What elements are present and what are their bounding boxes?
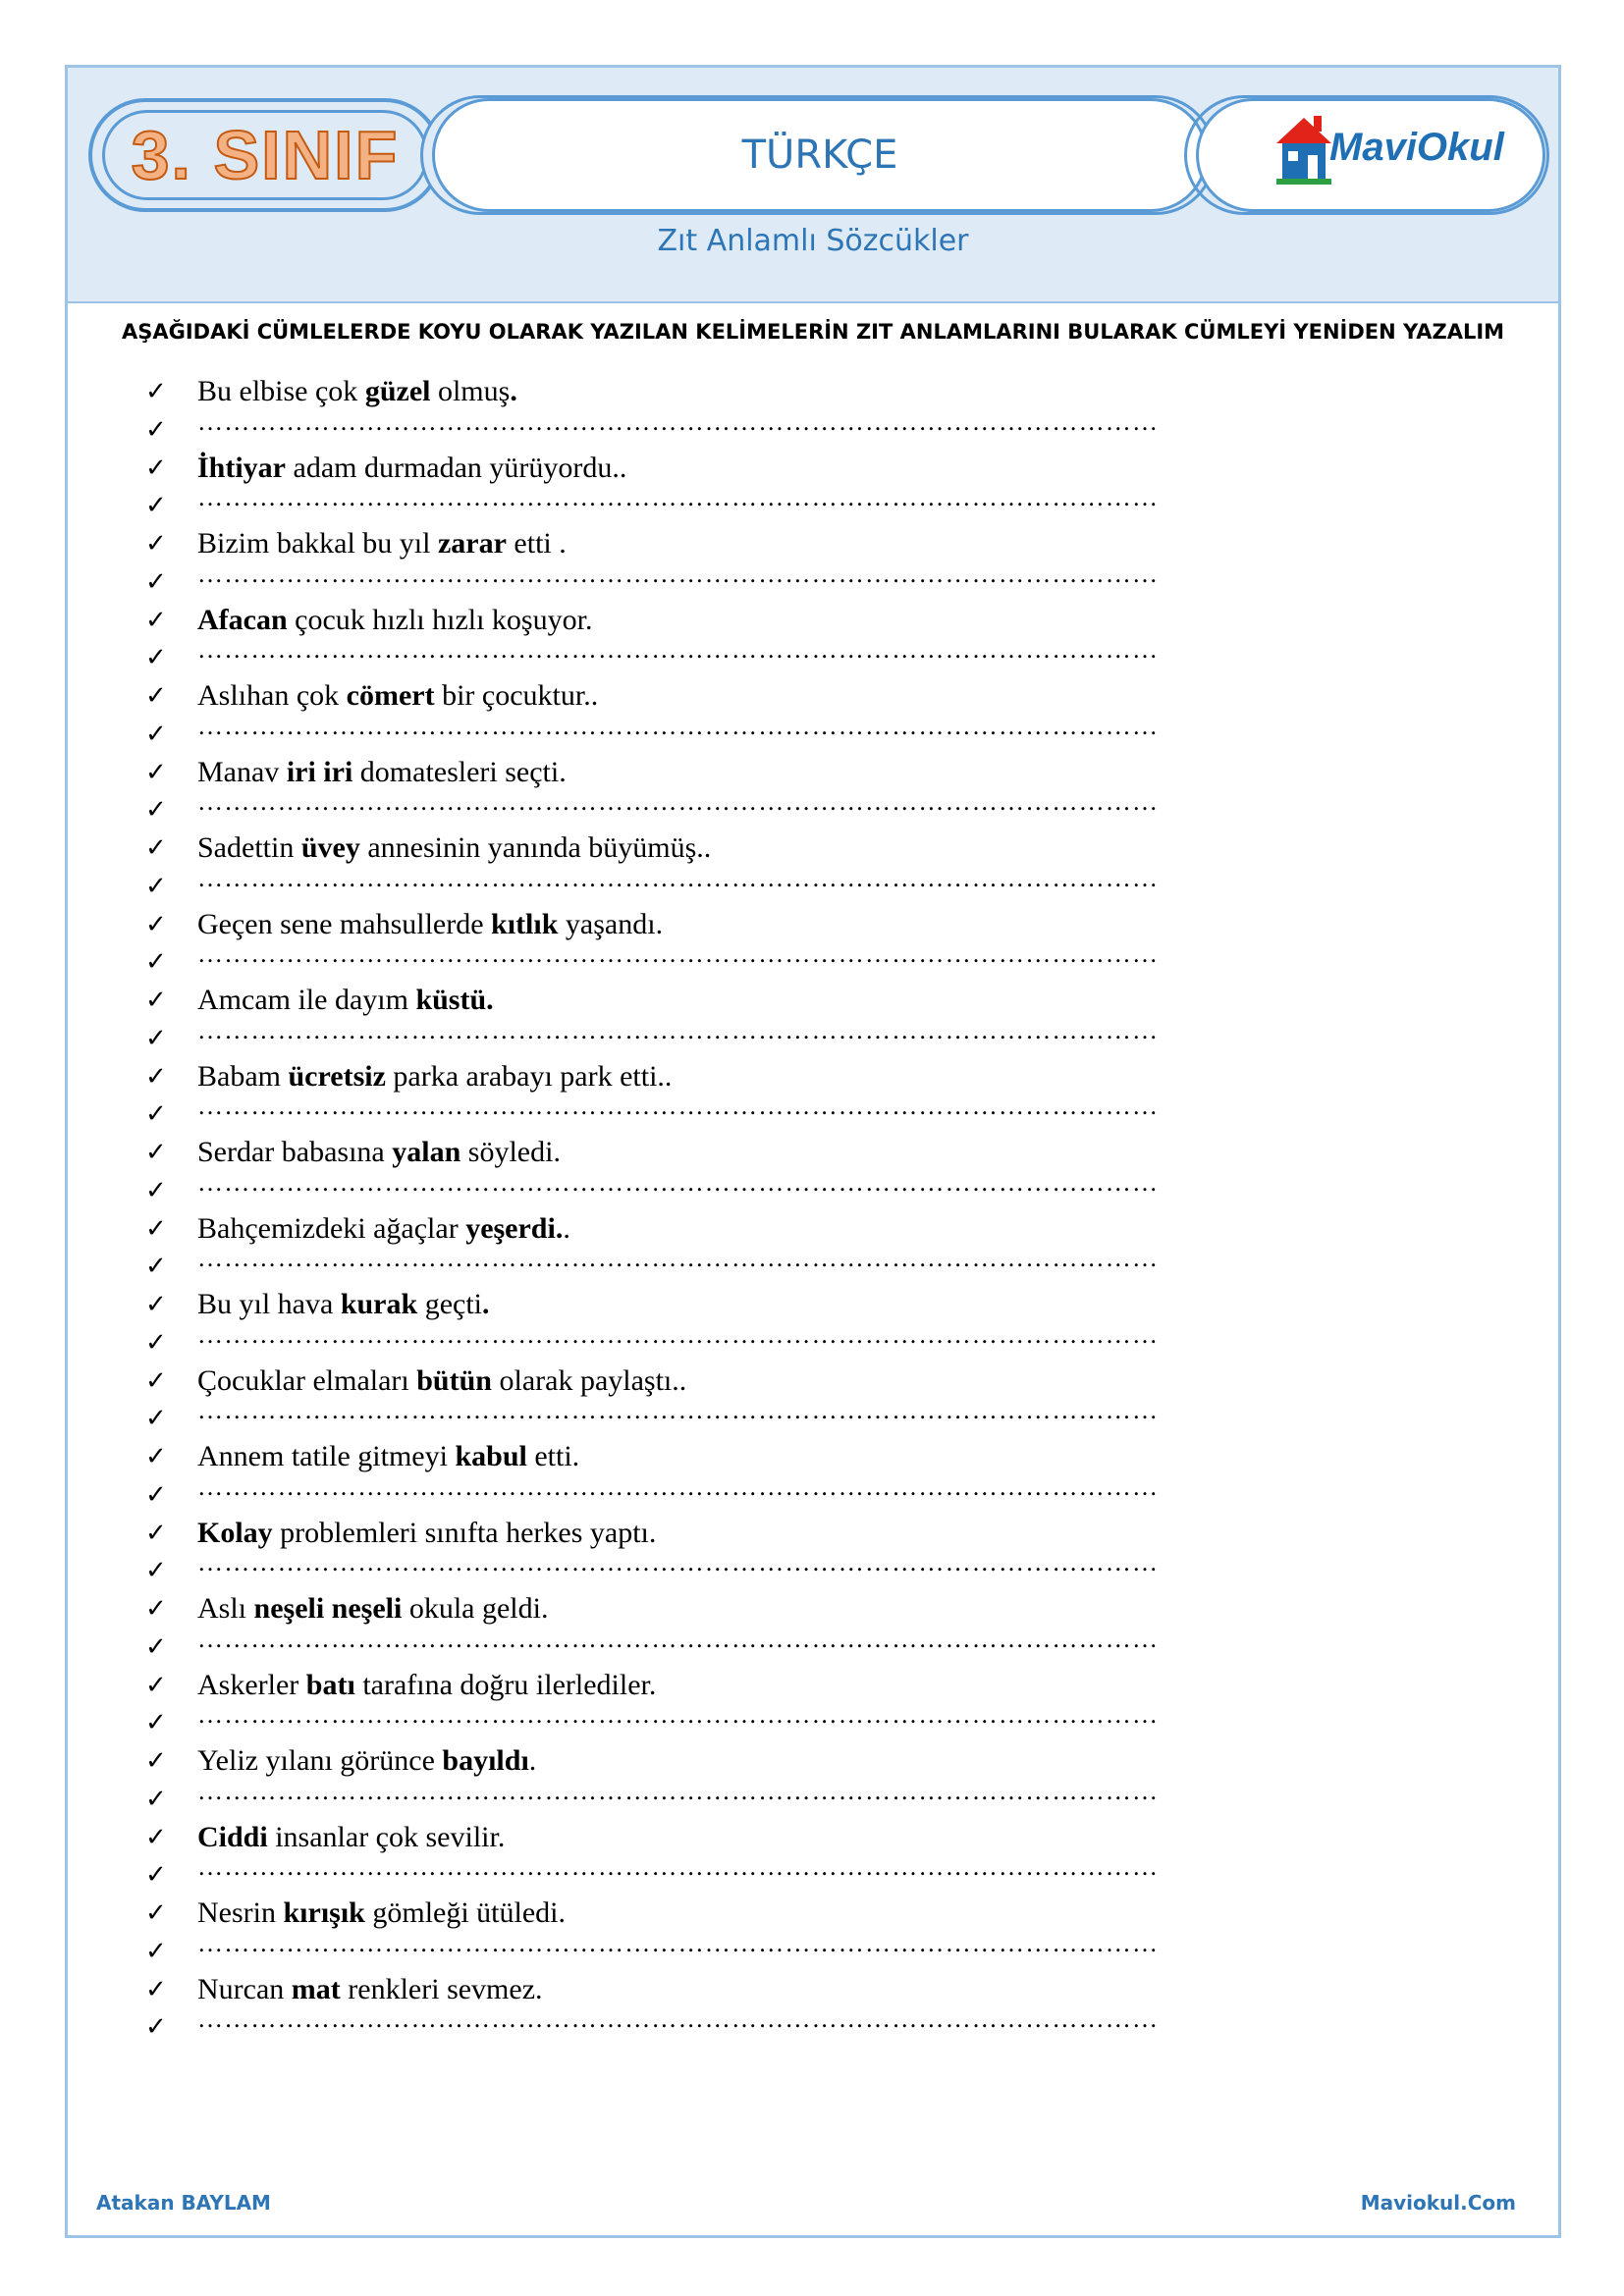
sentence-prefix: Amcam ile dayım — [197, 984, 416, 1016]
check-icon: ✓ — [145, 1936, 167, 1966]
bold-word: bütün — [416, 1363, 492, 1397]
check-icon: ✓ — [145, 1822, 167, 1852]
sentence-prefix: Aslı — [197, 1592, 254, 1625]
check-icon: ✓ — [145, 1327, 167, 1358]
answer-line[interactable]: ……………………………………………………………………………………………… — [197, 1015, 1160, 1044]
answer-line[interactable]: ……………………………………………………………………………………………… — [197, 1471, 1160, 1501]
answer-row — [145, 711, 1363, 754]
check-icon: ✓ — [145, 1252, 167, 1282]
answer-row — [145, 1776, 1363, 1819]
answer-line[interactable]: ……………………………………………………………………………………………… — [197, 559, 1160, 588]
sentence-suffix: olarak paylaştı.. — [491, 1363, 687, 1397]
check-icon: ✓ — [145, 1023, 167, 1053]
answer-row — [145, 483, 1363, 525]
sentence-suffix: annesinin yanında büyümüş.. — [359, 831, 712, 864]
answer-line[interactable]: ……………………………………………………………………………………………… — [197, 1167, 1160, 1197]
answer-row — [145, 787, 1363, 829]
check-icon: ✓ — [145, 757, 167, 787]
sentence-suffix: yaşandı. — [558, 907, 664, 940]
answer-row — [145, 1396, 1363, 1438]
bold-word: kurak — [340, 1288, 418, 1320]
check-icon: ✓ — [145, 681, 167, 711]
chimney-icon — [1314, 116, 1322, 132]
answer-row — [145, 1244, 1363, 1286]
sentence-suffix: tarafına doğru ilerlediler. — [354, 1668, 657, 1701]
check-icon: ✓ — [145, 1479, 167, 1510]
check-icon: ✓ — [145, 947, 167, 978]
sentence-prefix: Nesrin — [197, 1896, 284, 1929]
sentence-suffix: . — [563, 1211, 570, 1245]
sentence-prefix: Manav — [197, 755, 287, 788]
exercise-list — [145, 373, 1363, 2047]
check-icon: ✓ — [145, 1556, 167, 1586]
sentence-suffix: . — [528, 1744, 537, 1777]
sentence-prefix: Bu yıl hava — [197, 1288, 341, 1320]
answer-line[interactable]: ……………………………………………………………………………………………… — [197, 787, 1160, 817]
bold-word: güzel — [364, 375, 431, 407]
check-icon: ✓ — [145, 909, 167, 939]
answer-row — [145, 1928, 1363, 1971]
house-window-icon — [1288, 151, 1298, 161]
answer-line[interactable]: ……………………………………………………………………………………………… — [197, 1776, 1160, 1805]
check-icon: ✓ — [145, 986, 167, 1015]
answer-line[interactable]: ……………………………………………………………………………………………… — [197, 635, 1160, 665]
sentence-prefix: Çocuklar elmaları — [197, 1363, 417, 1397]
bold-word: yeşerdi. — [465, 1211, 564, 1245]
answer-line[interactable]: ……………………………………………………………………………………………… — [197, 1092, 1160, 1121]
bold-word: üvey — [300, 831, 360, 864]
grade-label: 3. SINIF — [131, 117, 400, 193]
house-roof-icon — [1276, 118, 1331, 143]
answer-row — [145, 1167, 1363, 1210]
bold-word: kıtlık — [491, 907, 559, 940]
check-icon: ✓ — [145, 414, 167, 445]
footer-author: Atakan BAYLAM — [96, 2191, 271, 2215]
bold-word: kabul — [455, 1440, 527, 1472]
check-icon: ✓ — [145, 453, 167, 483]
check-icon: ✓ — [145, 1860, 167, 1891]
answer-line[interactable]: ……………………………………………………………………………………………… — [197, 1624, 1160, 1653]
answer-line[interactable]: ……………………………………………………………………………………………… — [197, 483, 1160, 512]
bold-word: bayıldı — [442, 1744, 529, 1777]
sentence-prefix: Yeliz yılanı görünce — [197, 1744, 443, 1777]
check-icon: ✓ — [145, 1213, 167, 1244]
sentence-suffix: söyledi. — [460, 1136, 561, 1168]
sentence-suffix: etti. — [526, 1440, 580, 1472]
sentence-suffix: etti . — [506, 527, 567, 560]
sentence-prefix: Askerler — [197, 1668, 306, 1701]
answer-row — [145, 1471, 1363, 1515]
check-icon: ✓ — [145, 529, 167, 559]
topic-subtitle: Zıt Anlamlı Sözcükler — [657, 224, 969, 258]
answer-row — [145, 1092, 1363, 1134]
check-icon: ✓ — [145, 1631, 167, 1662]
bold-word: zarar — [437, 527, 507, 560]
bold-word: cömert — [346, 679, 435, 712]
check-icon: ✓ — [145, 1974, 167, 2004]
bold-word: yalan — [392, 1136, 461, 1168]
bold-word: mat — [291, 1972, 341, 2005]
check-icon: ✓ — [145, 719, 167, 749]
check-icon: ✓ — [145, 1099, 167, 1130]
sentence-suffix: parka arabayı park etti.. — [385, 1059, 673, 1093]
subject-box — [432, 98, 1208, 212]
answer-line[interactable]: ……………………………………………………………………………………………… — [197, 1852, 1160, 1882]
check-icon: ✓ — [145, 491, 167, 521]
sentence-suffix: domatesleri seçti. — [352, 755, 567, 788]
check-icon: ✓ — [145, 871, 167, 901]
answer-line[interactable]: ……………………………………………………………………………………………… — [197, 1244, 1160, 1273]
bold-word: kırışık — [283, 1896, 365, 1929]
logo-text: MaviOkul — [1329, 126, 1504, 169]
answer-line[interactable]: ……………………………………………………………………………………………… — [197, 1548, 1160, 1577]
bold-word: Kolay — [197, 1516, 273, 1549]
answer-row — [145, 1624, 1363, 1667]
sentence-prefix: Serdar babasına — [197, 1136, 393, 1168]
check-icon: ✓ — [145, 377, 167, 406]
check-icon: ✓ — [145, 1061, 167, 1092]
sentence-suffix: çocuk hızlı hızlı koşuyor. — [287, 603, 593, 636]
answer-line[interactable]: ……………………………………………………………………………………………… — [197, 939, 1160, 969]
check-icon: ✓ — [145, 1138, 167, 1167]
check-icon: ✓ — [145, 1442, 167, 1471]
instruction-text: AŞAĞIDAKİ CÜMLELERDE KOYU OLARAK YAZILAN KELİMELERİN ZIT ANLAMLARINI BULARAK CÜMLEYİ YENİDEN YAZALIM — [121, 320, 1505, 344]
answer-row — [145, 863, 1363, 906]
sentence-prefix: Aslıhan çok — [197, 679, 347, 712]
answer-line[interactable]: ……………………………………………………………………………………………… — [197, 711, 1160, 740]
check-icon: ✓ — [145, 795, 167, 826]
answer-line[interactable]: ……………………………………………………………………………………………… — [197, 863, 1160, 892]
answer-row — [145, 635, 1363, 677]
answer-line[interactable]: ……………………………………………………………………………………………… — [197, 2004, 1160, 2034]
check-icon: ✓ — [145, 643, 167, 673]
check-icon: ✓ — [145, 1365, 167, 1396]
sentence-prefix: Babam — [197, 1059, 289, 1093]
check-icon: ✓ — [145, 1290, 167, 1319]
sentence-suffix: bir çocuktur.. — [434, 679, 599, 712]
sentence-prefix: Sadettin — [197, 831, 301, 864]
sentence-suffix: gömleği ütüledi. — [364, 1896, 566, 1929]
sentence-suffix: insanlar çok sevilir. — [267, 1820, 506, 1853]
bold-word: iri iri — [286, 755, 353, 788]
answer-row — [145, 1548, 1363, 1590]
check-icon: ✓ — [145, 1898, 167, 1928]
sentence-suffix: olmuş — [430, 375, 511, 407]
answer-row — [145, 1852, 1363, 1895]
answer-row — [145, 1319, 1363, 1362]
check-icon: ✓ — [145, 1746, 167, 1776]
sentence-prefix: Annem tatile gitmeyi — [197, 1440, 456, 1472]
sentence-suffix: problemleri sınıfta herkes yaptı. — [272, 1516, 657, 1549]
sentence-prefix: Nurcan — [197, 1972, 292, 2005]
grade-badge — [88, 98, 442, 212]
sentence-prefix: Bu elbise çok — [197, 375, 365, 407]
answer-line[interactable]: ……………………………………………………………………………………………… — [197, 1928, 1160, 1957]
bold-word: Afacan — [197, 603, 288, 636]
bold-word: batı — [305, 1668, 355, 1701]
check-icon: ✓ — [145, 1670, 167, 1700]
bold-word: küstü. — [415, 984, 494, 1016]
answer-line[interactable]: ……………………………………………………………………………………………… — [197, 1319, 1160, 1349]
answer-row — [145, 1700, 1363, 1742]
answer-row — [145, 559, 1363, 602]
bold-word: Ciddi — [197, 1820, 268, 1853]
check-icon: ✓ — [145, 566, 167, 597]
check-icon: ✓ — [145, 1518, 167, 1548]
sentence-suffix: adam durmadan yürüyordu.. — [286, 451, 627, 484]
bold-word: neşeli neşeli — [253, 1592, 403, 1625]
sentence-prefix: Bahçemizdeki ağaçlar — [197, 1211, 466, 1245]
check-icon: ✓ — [145, 1175, 167, 1205]
check-icon: ✓ — [145, 605, 167, 635]
sentence-suffix: okula geldi. — [402, 1592, 549, 1625]
answer-row — [145, 1015, 1363, 1058]
footer-site: Maviokul.Com — [1360, 2191, 1516, 2215]
answer-line[interactable]: ……………………………………………………………………………………………… — [197, 1700, 1160, 1730]
answer-row — [145, 2004, 1363, 2047]
check-icon: ✓ — [145, 1404, 167, 1434]
sentence-suffix: geçti — [417, 1288, 482, 1320]
answer-line[interactable]: ……………………………………………………………………………………………… — [197, 1396, 1160, 1425]
answer-row — [145, 406, 1363, 450]
bold-tail: . — [510, 375, 517, 407]
check-icon: ✓ — [145, 1708, 167, 1738]
bold-word: İhtiyar — [197, 451, 286, 484]
grass-icon — [1276, 179, 1331, 185]
answer-row — [145, 939, 1363, 982]
bold-tail: . — [482, 1288, 490, 1320]
answer-line[interactable]: ……………………………………………………………………………………………… — [197, 406, 1160, 436]
check-icon: ✓ — [145, 1784, 167, 1814]
house-door-icon — [1308, 155, 1318, 179]
check-icon: ✓ — [145, 833, 167, 863]
sentence-prefix: Geçen sene mahsullerde — [197, 907, 492, 940]
sentence-prefix: Bizim bakkal bu yıl — [197, 527, 438, 560]
sentence-suffix: renkleri sevmez. — [340, 1972, 543, 2005]
check-icon: ✓ — [145, 1594, 167, 1624]
subject-title: TÜRKÇE — [741, 133, 898, 178]
check-icon: ✓ — [145, 2012, 167, 2043]
bold-word: ücretsiz — [288, 1059, 386, 1093]
